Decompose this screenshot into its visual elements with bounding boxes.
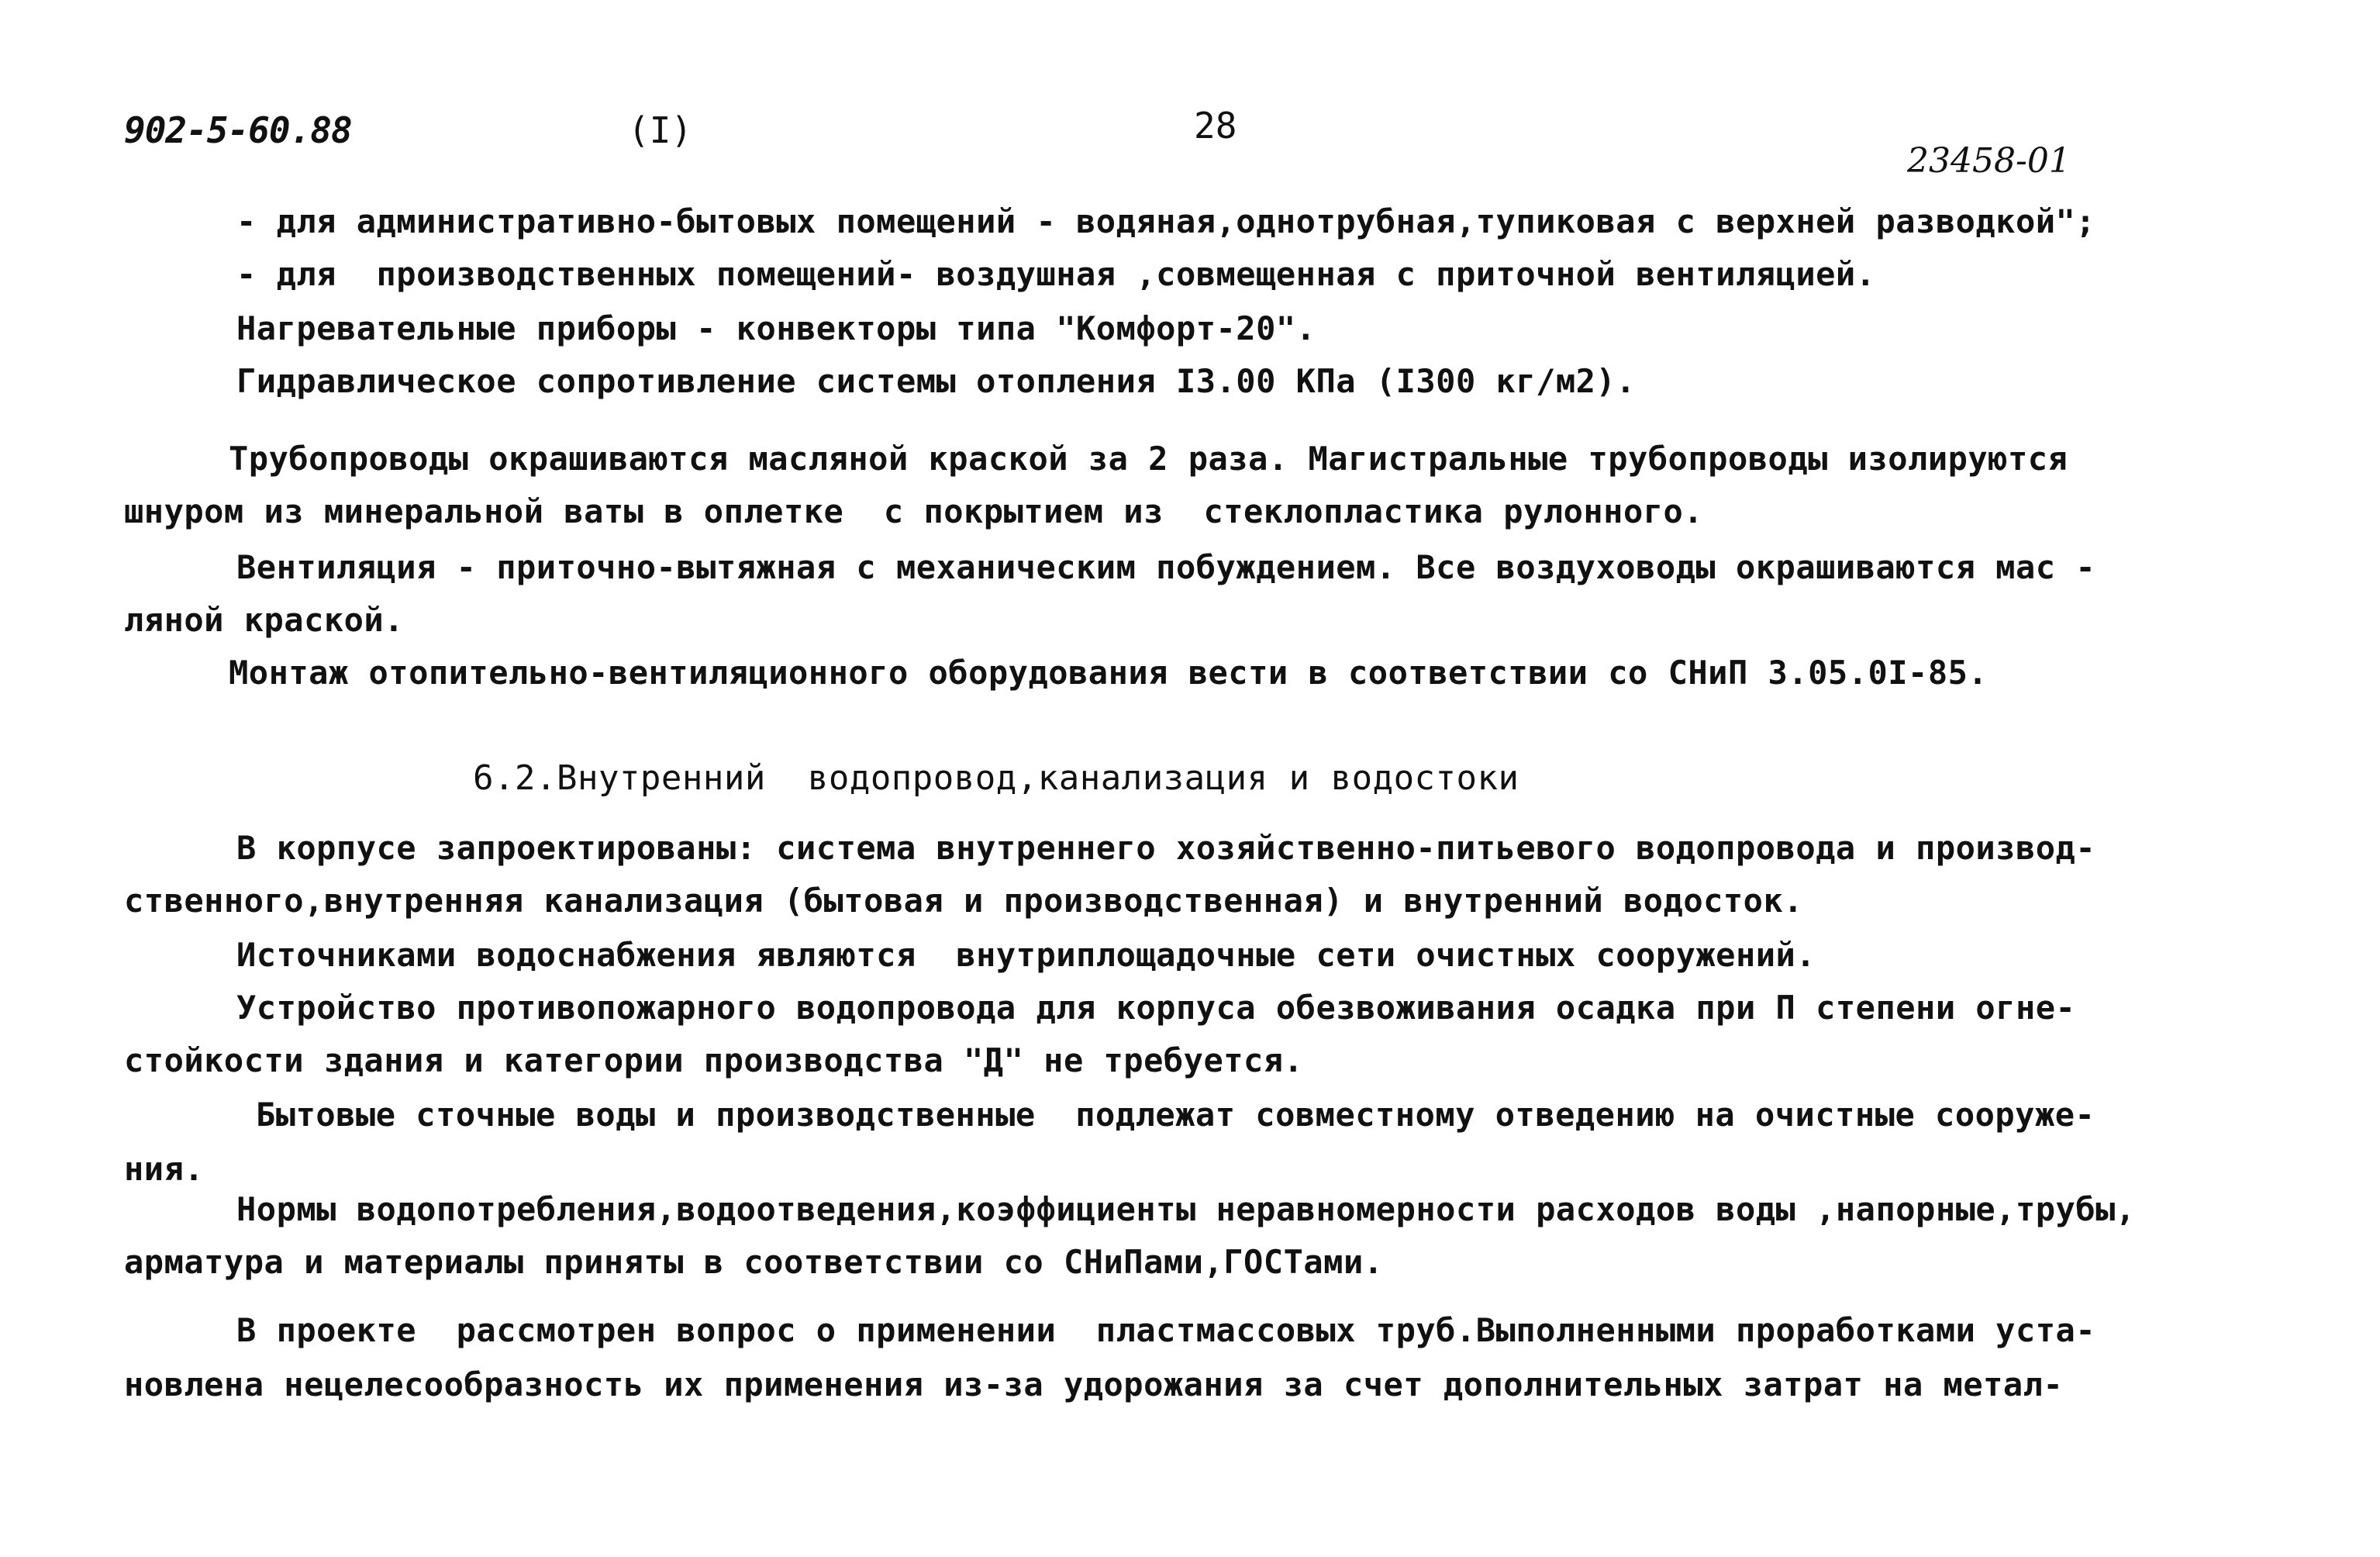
section-heading: 6.2.Внутренний водопровод,канализация и водостоки [473, 758, 1519, 798]
plastic-paragraph-line-1: В проекте рассмотрен вопрос о применении пластмассовых труб.Выполненными проработками уста- [236, 1311, 2096, 1349]
pipes-paragraph-line-1: Трубопроводы окрашиваются масляной краской за 2 раза. Магистральные трубопроводы изолируются [229, 440, 2068, 478]
heaters-line: Нагревательные приборы - конвекторы типа "Комфорт-20". [236, 309, 1316, 347]
document-code: 902-5-60.88 [124, 109, 352, 151]
plastic-paragraph-line-2: новлена нецелесообразность их применения из-за удорожания за счет дополнительных затрат на метал- [124, 1365, 2064, 1403]
designed-paragraph-line-1: В корпусе запроектированы: система внутреннего хозяйственно-питьевого водопровода и производ- [236, 829, 2096, 867]
heating-admin-line: - для административно-бытовых помещений - водяная,однотрубная,тупиковая с верхней разводкой"; [236, 202, 2096, 240]
sewage-paragraph-line-1: Бытовые сточные воды и производственные подлежат совместному отведению на очистные сооруже- [256, 1096, 2095, 1134]
album-number: (I) [628, 109, 693, 151]
pipes-paragraph-line-2: шнуром из минеральной ваты в оплетке с покрытием из стеклопластика рулонного. [124, 492, 1704, 530]
page-number: 28 [1194, 105, 1237, 147]
fire-paragraph-line-2: стойкости здания и категории производства "Д" не требуется. [124, 1041, 1304, 1079]
norms-paragraph-line-2: арматура и материалы приняты в соответствии со СНиПами,ГОСТами. [124, 1243, 1384, 1281]
ventilation-paragraph-line-1: Вентиляция - приточно-вытяжная с механическим побуждением. Все воздуховоды окрашиваются мас - [236, 548, 2096, 586]
sewage-paragraph-line-2: ния. [124, 1150, 205, 1188]
designed-paragraph-line-2: ственного,внутренняя канализация (бытовая и производственная) и внутренний водосток. [124, 882, 1804, 920]
sources-paragraph: Источниками водоснабжения являются внутриплощадочные сети очистных сооружений. [236, 936, 1816, 974]
installation-paragraph: Монтаж отопительно-вентиляционного оборудования вести в соответствии со СНиП 3.05.0I-85. [229, 654, 1989, 692]
norms-paragraph-line-1: Нормы водопотребления,водоотведения,коэффициенты неравномерности расходов воды ,напорные,трубы, [236, 1190, 2136, 1228]
resistance-line: Гидравлическое сопротивление системы отопления I3.00 КПа (I300 кг/м2). [236, 362, 1637, 400]
ventilation-paragraph-line-2: ляной краской. [124, 601, 405, 639]
heating-production-line: - для производственных помещений- воздушная ,совмещенная с приточной вентиляцией. [236, 255, 1876, 293]
handwritten-inventory-number: 23458-01 [1907, 141, 2071, 181]
fire-paragraph-line-1: Устройство противопожарного водопровода для корпуса обезвоживания осадка при П степени огне- [236, 989, 2076, 1027]
